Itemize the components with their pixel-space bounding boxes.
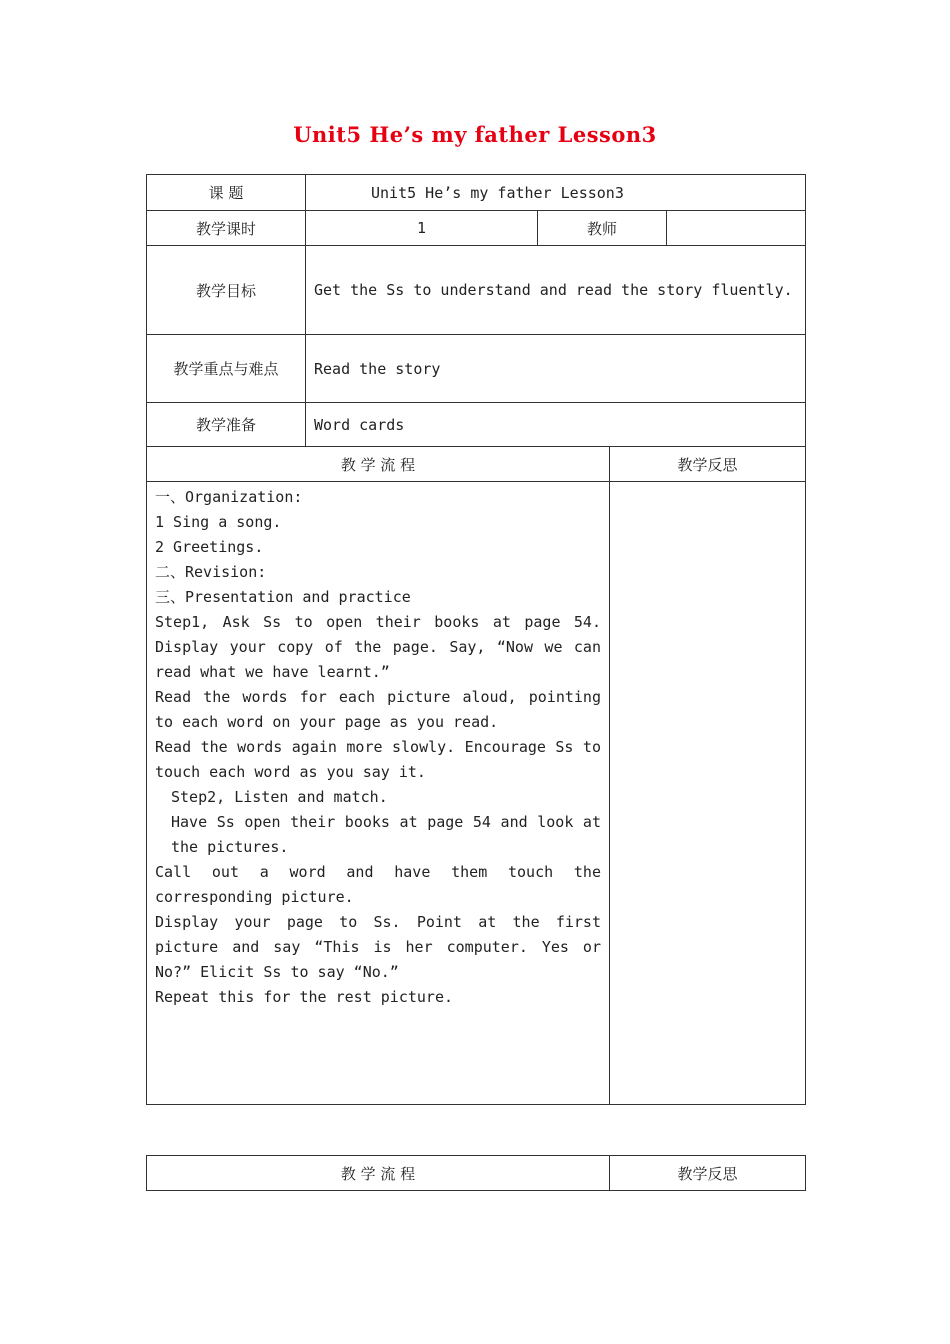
teacher-label: 教师 xyxy=(538,211,667,246)
flow-line: 二、Revision: xyxy=(155,563,267,581)
reflection-header: 教学反思 xyxy=(610,447,806,482)
flow-line: 三、Presentation and practice xyxy=(155,588,411,606)
teacher-value xyxy=(667,211,806,246)
process-header: 教 学 流 程 xyxy=(147,1156,610,1191)
lesson-info-table xyxy=(146,174,806,447)
flow2-header-row xyxy=(147,1156,806,1191)
flow-content-row xyxy=(147,482,806,1105)
reflection-header: 教学反思 xyxy=(610,1156,806,1191)
flow-line: 1 Sing a song. xyxy=(155,513,282,531)
flow-line: 2 Greetings. xyxy=(155,538,264,556)
topic-value: Unit5 He’s my father Lesson3 xyxy=(306,175,806,211)
prep-row xyxy=(147,403,806,447)
keypoints-row xyxy=(147,335,806,403)
teaching-flow-table xyxy=(146,446,806,1105)
period-label: 教学课时 xyxy=(147,211,306,246)
teaching-flow-table-continued xyxy=(146,1155,806,1191)
reflection-content xyxy=(610,482,806,1105)
flow-line: Call out a word and have them touch the corresponding picture. xyxy=(155,863,601,906)
flow-line: Display your page to Ss. Point at the first picture and say “This is her computer. Yes or No?” Elicit Ss to say “No.” xyxy=(155,913,601,981)
period-row xyxy=(147,211,806,246)
topic-row xyxy=(147,175,806,211)
flow-header-row xyxy=(147,447,806,482)
keypoints-value: Read the story xyxy=(306,335,806,403)
flow-line: Read the words for each picture aloud, pointing to each word on your page as you read. xyxy=(155,688,601,731)
flow-line: Have Ss open their books at page 54 and look at the pictures. xyxy=(171,813,601,856)
process-content xyxy=(147,482,610,1105)
flow-line: Repeat this for the rest picture. xyxy=(155,988,454,1006)
prep-value: Word cards xyxy=(306,403,806,447)
objectives-label: 教学目标 xyxy=(147,246,306,335)
objectives-value: Get the Ss to understand and read the story fluently. xyxy=(306,246,806,335)
keypoints-label: 教学重点与难点 xyxy=(147,335,306,403)
objectives-row xyxy=(147,246,806,335)
topic-label: 课 题 xyxy=(147,175,306,211)
flow-line: Step2, Listen and match. xyxy=(171,788,388,806)
flow-line: Read the words again more slowly. Encourage Ss to touch each word as you say it. xyxy=(155,738,601,781)
document-title: Unit5 He’s my father Lesson3 xyxy=(293,122,657,147)
process-header: 教 学 流 程 xyxy=(147,447,610,482)
prep-label: 教学准备 xyxy=(147,403,306,447)
flow-line: 一、Organization: xyxy=(155,488,303,506)
period-value: 1 xyxy=(306,211,538,246)
flow-line: Step1, Ask Ss to open their books at page 54. Display your copy of the page. Say, “Now we can read what we have learnt.” xyxy=(155,613,601,681)
